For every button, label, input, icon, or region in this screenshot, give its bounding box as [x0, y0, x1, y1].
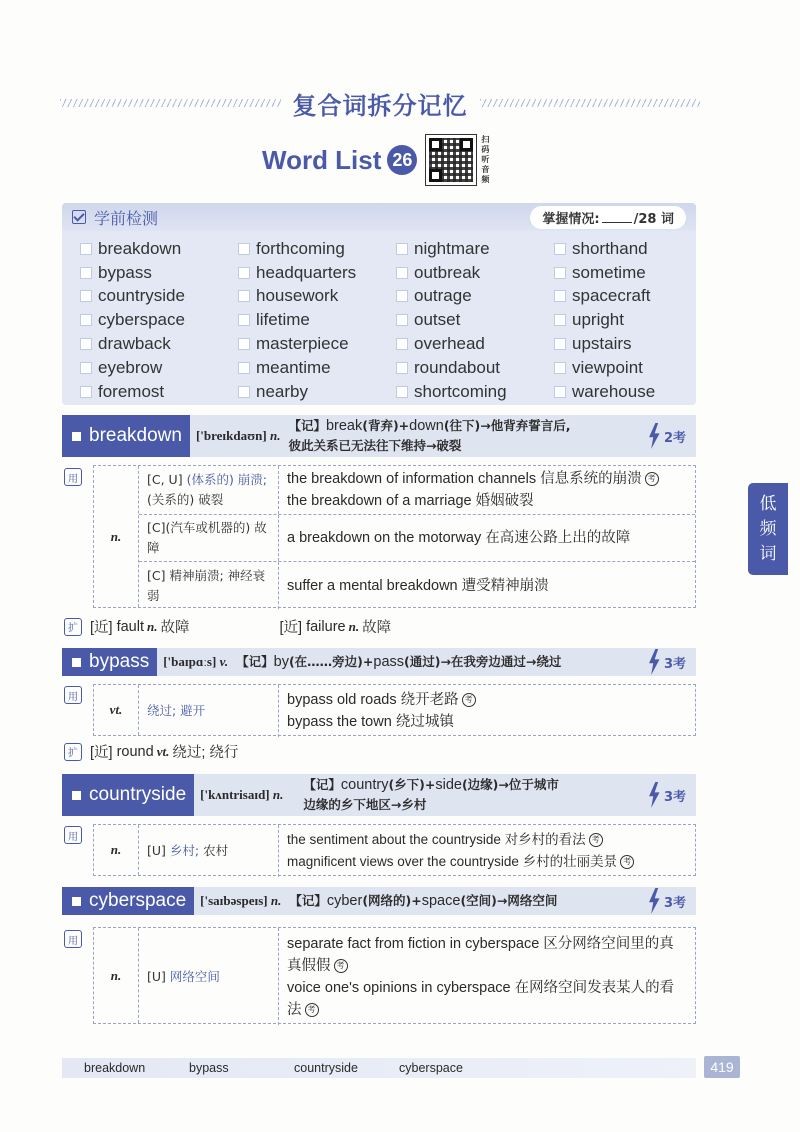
pretest-word[interactable]: headquarters: [238, 261, 396, 285]
pretest-word[interactable]: upright: [554, 308, 694, 332]
pretest-word[interactable]: cyberspace: [80, 308, 238, 332]
mastery-label: 掌握情况:: [542, 211, 600, 227]
freq-breakdown: 2考: [647, 423, 686, 449]
pretest-word[interactable]: upstairs: [554, 332, 694, 356]
entry-header-bypass: [62, 648, 696, 676]
pretest-word-grid: [80, 237, 694, 404]
phonetic-cyberspace: ['saɪbəspeɪs] n.: [200, 893, 282, 908]
title-hatch-right: [480, 99, 701, 107]
pretest-word[interactable]: overhead: [396, 332, 554, 356]
lightning-icon: [647, 423, 661, 449]
pretest-word[interactable]: countryside: [80, 285, 238, 309]
pretest-word[interactable]: housework: [238, 285, 396, 309]
footer-word: bypass: [189, 1061, 229, 1075]
lightning-icon: [647, 649, 661, 675]
word-checkbox[interactable]: [238, 386, 250, 398]
word-checkbox[interactable]: [80, 243, 92, 255]
word-list-heading: [262, 132, 491, 188]
word-checkbox[interactable]: [238, 338, 250, 350]
phonetic-bypass: ['baɪpɑːs] v.: [163, 654, 229, 669]
sense-examples: suffer a mental breakdown 遭受精神崩溃: [287, 577, 549, 594]
ext-tag: 扩: [64, 743, 82, 761]
phonetic-breakdown: ['breɪkdaʊn] n.: [195, 428, 281, 443]
freq-countryside: 3考: [647, 782, 686, 808]
pretest-word[interactable]: nightmare: [396, 237, 554, 261]
square-bullet-icon: [72, 432, 81, 441]
word-checkbox[interactable]: [238, 290, 250, 302]
memo-breakdown: 【记】break(背弃)+down(往下)→他背弃誓言后, 彼此关系已无法往下维持→破裂: [288, 418, 571, 453]
word-checkbox[interactable]: [396, 267, 408, 279]
pretest-word[interactable]: roundabout: [396, 356, 554, 380]
sense-row: [139, 928, 695, 1025]
word-checkbox[interactable]: [554, 314, 566, 326]
word-list-label: Word List: [262, 144, 382, 175]
word-checkbox[interactable]: [80, 267, 92, 279]
sense-def: [C](汽车或机器的) 故障: [139, 515, 279, 561]
memo-cyberspace: 【记】cyber(网络的)+space(空间)→网络空间: [289, 893, 558, 909]
word-checkbox[interactable]: [554, 362, 566, 374]
pretest-word[interactable]: drawback: [80, 332, 238, 356]
title-row: [60, 88, 700, 118]
pretest-word[interactable]: forthcoming: [238, 237, 396, 261]
sense-row: [139, 466, 695, 515]
word-checkbox[interactable]: [396, 362, 408, 374]
sense-examples: bypass old roads 绕开老路 考 bypass the town 绕过城镇: [279, 685, 695, 737]
checkbox-icon: [72, 210, 86, 224]
word-checkbox[interactable]: [80, 338, 92, 350]
footer-word: breakdown: [84, 1061, 146, 1075]
lightning-icon: [647, 782, 661, 808]
square-bullet-icon: [72, 658, 81, 667]
pretest-word[interactable]: sometime: [554, 261, 694, 285]
headword-breakdown: breakdown: [62, 415, 190, 457]
mastery-blank[interactable]: [602, 211, 632, 223]
kao-icon: 考: [334, 959, 348, 973]
entry-header-countryside: [62, 774, 696, 816]
phonetic-countryside: ['kʌntrisaɪd] n.: [200, 787, 284, 802]
sense-pos-bypass: vt.: [94, 685, 139, 735]
qr-code-icon[interactable]: [425, 134, 477, 186]
pretest-word[interactable]: viewpoint: [554, 356, 694, 380]
sense-def: [U] 乡村; 农村: [139, 825, 279, 877]
footer-word-strip: [62, 1058, 696, 1078]
ext-breakdown: 扩 [近] fault n. 故障 [近] failure n. 故障: [64, 616, 391, 637]
sense-def: [U] 网络空间: [139, 928, 279, 1025]
kao-icon: 考: [645, 472, 659, 486]
sense-table-countryside: [93, 824, 696, 876]
sense-row: [139, 562, 695, 609]
lightning-icon: [647, 888, 661, 914]
word-checkbox[interactable]: [238, 314, 250, 326]
memo-bypass: 【记】by(在……旁边)+pass(通过)→在我旁边通过→绕过: [236, 654, 562, 670]
kao-icon: 考: [305, 1003, 319, 1017]
sense-table-cyberspace: [93, 927, 696, 1024]
headword-countryside: countryside: [62, 774, 194, 816]
sense-examples: separate fact from fiction in cyberspace 区分网络空间里的真真假假 考 voice one's opinions in cyberspace 在网络空间发表某人的看法 考: [287, 935, 675, 1018]
word-checkbox[interactable]: [80, 386, 92, 398]
pretest-word[interactable]: nearby: [238, 380, 396, 404]
sense-examples: the sentiment about the countryside 对乡村的看法 考 magnificent views over the countryside 乡村的壮丽美景 考: [279, 825, 695, 877]
page-title: 复合词拆分记忆: [292, 91, 468, 120]
word-checkbox[interactable]: [554, 338, 566, 350]
kao-icon: 考: [462, 693, 476, 707]
pretest-word[interactable]: meantime: [238, 356, 396, 380]
sense-pos-countryside: n.: [94, 825, 139, 875]
sense-row: [139, 515, 695, 562]
pretest-word[interactable]: masterpiece: [238, 332, 396, 356]
headword-cyberspace: cyberspace: [62, 887, 194, 915]
word-checkbox[interactable]: [554, 290, 566, 302]
entry-header-breakdown: [62, 415, 696, 457]
sense-pos-cyberspace: n.: [94, 928, 139, 1023]
word-checkbox[interactable]: [238, 243, 250, 255]
scan-hint: 扫码听音频: [481, 135, 490, 184]
pretest-word[interactable]: outbreak: [396, 261, 554, 285]
sense-row: [139, 685, 695, 737]
word-checkbox[interactable]: [238, 362, 250, 374]
pretest-header: [62, 203, 696, 231]
use-tag-bypass: 用: [64, 686, 82, 704]
sense-pos-breakdown: n.: [94, 466, 139, 607]
word-checkbox[interactable]: [396, 338, 408, 350]
use-tag-countryside: 用: [64, 826, 82, 844]
word-checkbox[interactable]: [396, 243, 408, 255]
entry-header-cyberspace: [62, 887, 696, 915]
sense-def: [C] 精神崩溃; 神经衰弱: [139, 562, 279, 609]
word-checkbox[interactable]: [238, 267, 250, 279]
pretest-word[interactable]: lifetime: [238, 308, 396, 332]
pretest-word[interactable]: spacecraft: [554, 285, 694, 309]
pretest-panel: [62, 203, 696, 405]
sense-examples: the breakdown of information channels 信息系统的崩溃 考 the breakdown of a marriage 婚姻破裂: [279, 466, 695, 514]
footer-word: cyberspace: [399, 1061, 463, 1075]
memo-countryside: 【记】country(乡下)+side(边缘)→位于城市 边缘的乡下地区→乡村: [303, 777, 559, 812]
headword-bypass: bypass: [62, 648, 157, 676]
pretest-word[interactable]: shorthand: [554, 237, 694, 261]
square-bullet-icon: [72, 897, 81, 906]
pretest-word[interactable]: outset: [396, 308, 554, 332]
title-hatch-left: [60, 99, 281, 107]
word-checkbox[interactable]: [80, 362, 92, 374]
word-checkbox[interactable]: [396, 290, 408, 302]
kao-icon: 考: [620, 855, 634, 869]
word-checkbox[interactable]: [396, 386, 408, 398]
word-checkbox[interactable]: [554, 243, 566, 255]
word-list-number: 26: [387, 145, 417, 175]
page-number: 419: [704, 1056, 740, 1078]
word-checkbox[interactable]: [554, 386, 566, 398]
mastery-badge: [530, 206, 686, 229]
pretest-word[interactable]: breakdown: [80, 237, 238, 261]
ext-bypass: 扩 [近] round vt. 绕过; 绕行: [64, 741, 238, 762]
sense-table-breakdown: [93, 465, 696, 608]
freq-bypass: 3考: [647, 649, 686, 675]
sense-def: 绕过; 避开: [139, 685, 279, 737]
mastery-total: /28 词: [633, 211, 674, 227]
sense-table-bypass: [93, 684, 696, 736]
sense-examples: a breakdown on the motorway 在高速公路上出的故障: [287, 530, 631, 546]
word-checkbox[interactable]: [396, 314, 408, 326]
side-tab-low-frequency[interactable]: 低 频 词: [748, 483, 788, 575]
footer-word: countryside: [294, 1061, 358, 1075]
pretest-word[interactable]: shortcoming: [396, 380, 554, 404]
ext-tag: 扩: [64, 618, 82, 636]
pretest-word[interactable]: warehouse: [554, 380, 694, 404]
kao-icon: 考: [589, 833, 603, 847]
pretest-word[interactable]: foremost: [80, 380, 238, 404]
use-tag-cyberspace: 用: [64, 930, 82, 948]
pretest-word[interactable]: outrage: [396, 285, 554, 309]
word-checkbox[interactable]: [80, 290, 92, 302]
square-bullet-icon: [72, 791, 81, 800]
pretest-title: 学前检测: [94, 208, 159, 228]
sense-row: [139, 825, 695, 877]
freq-cyberspace: 3考: [647, 888, 686, 914]
sense-def: [C, U] (体系的) 崩溃; (关系的) 破裂: [139, 466, 279, 514]
word-checkbox[interactable]: [554, 267, 566, 279]
pretest-word[interactable]: eyebrow: [80, 356, 238, 380]
use-tag-breakdown: 用: [64, 468, 82, 486]
word-checkbox[interactable]: [80, 314, 92, 326]
pretest-word[interactable]: bypass: [80, 261, 238, 285]
